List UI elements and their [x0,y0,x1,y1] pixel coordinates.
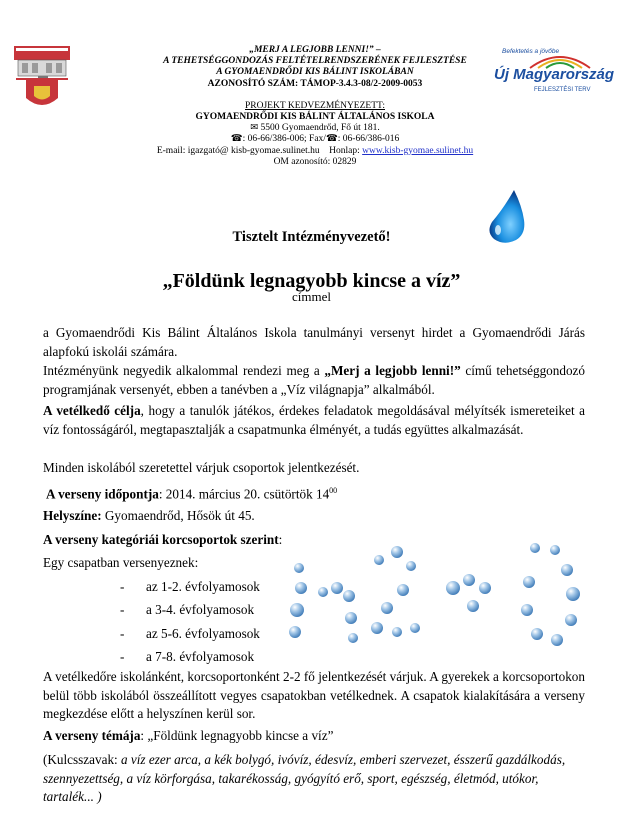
school-name: GYOMAENDRŐDI KIS BÁLINT ÁLTALÁNOS ISKOLA [195,112,435,123]
water-droplet [479,582,491,594]
grade-item-1: - az 1-2. évfolyamosok [120,579,260,594]
date-value: : 2014. március 20. csütörtök 14 [158,486,330,502]
address: 5500 Gyomaendrőd, Fő út 181. [260,123,380,134]
phone-row [150,134,480,145]
date-label: A verseny időpontja [46,486,159,502]
paragraph-program [43,362,585,399]
place-row [43,507,585,526]
grade-label: az 5-6. évfolyamosok [146,626,260,641]
subtitle-cimmel: címmel [292,289,331,304]
water-droplet [523,576,535,588]
greeting: Tisztelt Intézményvezető! [232,229,391,245]
document-header [150,45,480,168]
water-droplet [566,587,580,601]
water-droplet [467,600,479,612]
paragraph-registration: A vetélkedőre iskolánként, korcsoportonként 2-2 fő jelentkezését várjuk. A gyerekek a korcsoportokon belül több iskolából összeállított vegyes csapatokban vetélkednek. A csapatok kialakítására a verseny megkezdése előtt a helyszínen kerül sor. [43,669,585,721]
p2-a: Intézményünk negyedik alkalommal rendezi meg a [43,363,325,378]
school-crest-logo [12,42,72,112]
email-row [150,146,480,157]
water-droplet [391,546,403,558]
h2o-droplets-illustration [285,540,605,660]
place-label: Helyszíne: [43,508,102,523]
water-droplet [348,633,358,643]
water-droplet [550,545,560,555]
water-droplet [561,564,573,576]
place-value: Gyomaendrőd, Hősök út 45. [101,508,255,523]
water-droplet [521,604,533,616]
date-sup: 00 [329,486,338,495]
paragraph-invite: Minden iskolából szeretettel várjuk csoportok jelentkezését. [43,460,360,475]
email: E-mail: igazgató@ kisb-gyomae.sulinet.hu [156,145,320,156]
water-droplet [551,634,563,646]
web-label: Honlap: [329,145,360,156]
water-droplet [381,602,393,614]
web-link[interactable]: www.kisb-gyomae.sulinet.hu [362,145,474,156]
om-id: OM azonosító: 02829 [273,156,357,167]
water-droplet [565,614,577,626]
keywords-open: (Kulcsszavak: [43,752,121,767]
address-row [150,123,480,134]
phone-icon: ☎ [230,134,243,145]
water-droplet [295,582,307,594]
water-droplet [530,543,540,553]
water-droplet [289,626,301,638]
paragraph-intro: a Gyomaendrődi Kis Bálint Általános Iskola tanulmányi versenyt hirdet a Gyomaendrődi Járás alapfokú iskolái számára. [43,325,585,359]
grade-item-4: - a 7-8. évfolyamosok [120,649,255,664]
header-line4: AZONOSÍTÓ SZÁM: TÁMOP-3.4.3-08/2-2009-0053 [207,78,423,89]
header-line2: A TEHETSÉGGONDOZÁS FELTÉTELRENDSZERÉNEK FEJLESZTÉSE [163,56,467,67]
keywords-paragraph [43,751,585,807]
goal-label: A vetélkedő célja [43,403,141,418]
header-line1: „MERJ A LEGJOBB LENNI!” – [249,45,381,55]
water-droplet [345,612,357,624]
water-droplet [531,628,543,640]
water-droplet [374,555,384,565]
grade-item-2: - a 3-4. évfolyamosok [120,602,255,617]
p2-c: című tehetséggondozó programjának versenyét, ebben a tanévben a „Víz világnapja” alkalmából. [43,363,585,397]
water-droplet [406,561,416,571]
header-line3: A GYOMAENDRŐDI KIS BÁLINT ISKOLÁBAN [216,67,414,78]
water-droplet [463,574,475,586]
water-droplet [331,582,343,594]
uj-magyarorszag-logo [490,42,615,102]
date-row [46,482,588,504]
water-droplet [318,587,328,597]
theme-label: A verseny témája [43,728,141,743]
beneficiary-label: PROJEKT KEDVEZMÉNYEZETT: [245,100,385,111]
water-droplet [392,627,402,637]
main-title: „Földünk legnagyobb kincse a víz” [162,270,461,292]
team-row: Egy csapatban versenyeznek: [43,555,199,570]
category-label: A verseny kategóriái korcsoportok szerint [43,532,279,547]
water-droplet [290,603,304,617]
keywords-text: a víz ezer arca, a kék bolygó, ivóvíz, édesvíz, emberi szervezet, ésszerű gazdálkodás, szennyezettség, a víz körforgása, takarékosság, gyógyító erő, sport, egészség, életmód, utókor, tartalék... ) [43,752,566,804]
logo-sub: FEJLESZTÉSI TERV [534,87,591,93]
envelope-icon: ✉ [250,123,259,134]
logo-brand: Új Magyarország [494,66,615,83]
grade-label: az 1-2. évfolyamosok [146,579,260,594]
logo-tagline: Befektetés a jövőbe [502,48,560,55]
water-droplet [371,622,383,634]
water-droplet [397,584,409,596]
water-droplet [294,563,304,573]
phone2: : 06-66/386-016 [337,134,400,145]
grade-label: a 3-4. évfolyamosok [146,602,255,617]
grade-item-3: - az 5-6. évfolyamosok [120,626,260,641]
fax-icon: ☎ [325,134,338,145]
water-droplet [446,581,460,595]
theme-row [43,727,585,746]
category-colon: : [278,532,283,547]
theme-value: : „Földünk legnagyobb kincse a víz” [140,728,334,743]
water-droplet [410,623,420,633]
water-droplet [343,590,355,602]
grade-label: a 7-8. évfolyamosok [146,649,255,664]
p2-b: „Merj a legjobb lenni!” [324,363,461,378]
paragraph-goal [43,402,585,439]
phone: : 06-66/386-006; Fax/ [242,134,326,145]
goal-text: , hogy a tanulók játékos, érdekes feladatok megoldásával mélyítsék ismereteiket a víz fontosságáról, megtapasztalják a csapatmunka élményét, a tudás együttes alkalmazását. [43,403,585,437]
